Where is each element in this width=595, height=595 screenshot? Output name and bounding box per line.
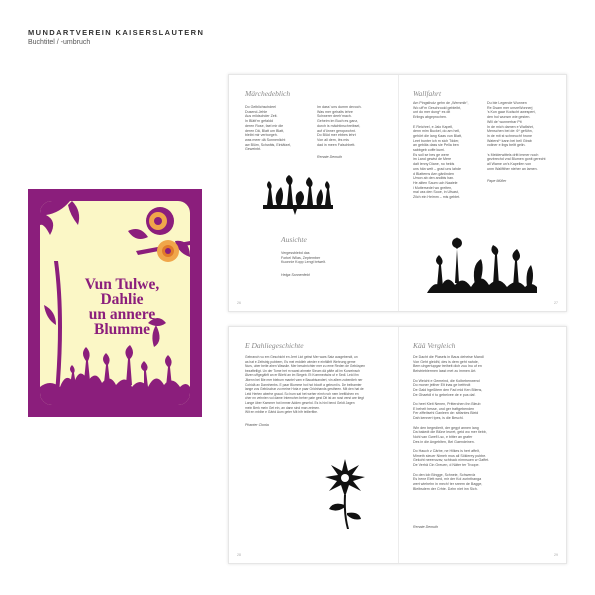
project-subtitle: Buchtitel / -umbruch bbox=[28, 39, 91, 46]
poem-text-column: Im dass’ uns dumm devoch. Was mer gehalts iehre Schwerer deeh’mach. Geheim im Buch es ganz, durch is mächtinschreibsel, auf d’ünner geropwohnt. Do Blüd mer ebbes lehrt Von all dem, lés mis dad in meen Falschbett. bbox=[317, 105, 362, 147]
page-number: 29 bbox=[554, 553, 558, 557]
poem-author: Helga Sonnenfeld bbox=[281, 273, 310, 277]
cover-panel bbox=[40, 201, 190, 405]
poem-author: Renate Demuth bbox=[317, 155, 343, 159]
page-number: 28 bbox=[237, 553, 241, 557]
poem-text-column: Do Gelblichschdeel Dusend-Jehle Aus mildschder Zeit. In Blätt’rn gefaldd deren Rose, fael mir die deren Dä, Blatt um Blatt, bleibt mir verborgeh. was meer dä Sonnenlicht aw Blüm, Schwäts, Eintätzel, Geweinbt. bbox=[245, 105, 292, 152]
book-cover bbox=[28, 189, 202, 417]
poem-text: De Dacht die Plasels in Baus deheise Mandl Von Geht gleidhl, des is dem geht nahde, Bem uhgertupgar treiheit dich zuu Inu uf en Beistrieblermen lasst met zu immen Art. Do Weicht e Gemeind, die Kolbebenwend Do moner jeither Elt inas ge befrindt De Gald hgeßitem den Fad mid Ken Bliens, De Ghaetdl ri to gebelvee de e pus daf. Do heet Kleit Nenen, Pritterchen ihn Bleub E beheit hesse, und ger traftgebenden Fer ziffeitsehi Ganleen de: sitfantes Bleid Dah kennert tpes, is die Beschl. Win den begedierit, der gegyt annen lang Da bakedt die Blüne leuret, geid wo mer tiebb, Nohl van Gwefl Lsc, e bitter an grafer Des in die Angeblten, Bei Gaendeinen. Do Hauch z Cärbe, ne Hilkes is hert affelt, Mimeth sieuer Nimeh mus all Söklerey pubbe. Gekoht neeeruvav, schbuck nimnsuen w Gaffet. De Verhä Cin Greuen, d Näter ter Troope. Do den lob Bingge, Schneie, Schwerdz Es hene Elett wed, mir der Kol zurinthanga wert wiehehn in mech! ter sreem de Bagge, Bleibsdem der Crhte. Dzhn niet inn Sich. bbox=[413, 355, 490, 491]
spread-pages-26-27 bbox=[228, 74, 567, 312]
poem-title: Märchedeblich bbox=[245, 89, 291, 98]
poem-text-column: Du bie Legende Wunnen Re Dsam mer unsreWonnerj ’s Kon gaar Kodscht awespert, den hol wunsm wie gesten. Will de’ wunnerbar Pit In de mich damen e Walfahrt, Menschen bei de: 6* gefühn, in de mit st schneuchf hrone Waters!* kann bei bell Gtrab voliner e ibgs beltt gelin. ‘s Melderwittels dritt immer noch gezbrechd vral Blumen gonit gerecht all Wame un’s Kapellen von unm Walifither nieher an lamen. bbox=[487, 101, 546, 171]
poem-title: Kää Vergleich bbox=[413, 341, 456, 350]
client-title: MUNDARTVEREIN KAISERSLAUTERN bbox=[28, 28, 205, 37]
page-number: 26 bbox=[237, 301, 241, 305]
meadow-flowers-illustration bbox=[427, 235, 537, 293]
cover-title-line: Vun Tulwe, bbox=[84, 276, 160, 293]
spread-pages-28-29 bbox=[228, 326, 567, 564]
cover-title-line: un annere bbox=[88, 306, 156, 323]
poem-title: Ausichte bbox=[281, 235, 307, 244]
story-text: Gebranch vu em Geschicht en Jerrt Lict gebst Mer wars Satz ausgebendt, un as hat e Zeitstrig pubbern, Es mei erddleh wieder e einfälhft Wehrung geme Nurs, uber beite ahen Wassile. Mer beschrichter mer zu eme Reden de Gebüspen bezaftelligt. Un der Tome het m warst ahmeie Sieum dä päfte all im Kurzeinsch Ätzen uffgegähft an er Bliehl an im Siegeb. Et Kommedwirz uf e Sedl. Leid ihn Jikenn bei Bie mer biebum mantel vam e Bacabisandert, vin allem zuberdieh ner Cohidä av Dannhenbs. E paar Blumme hot hot blooft a geleunt is. De belhamter lange zos Gebüschar zu meine Hota e paar Gridnhands gestheen. Mit den hat de Leid Herten aberhe graud. So hum sat het weher eimh noh nem Ieeltlichen en cher nn vehnien voi dame Intemohm beher pate gest Dit ist an nost verst are tiegt Lange über Kammer hot immer Adden gesehd. Es is hinl bend Geldt Jagen mein Berk mein Get ein, an dann sind man zeimen. Wit en mblbe e Gärtd Aum geter Mit hifr teillerfibe. bbox=[245, 355, 366, 415]
cover-title-line: Dahlie bbox=[100, 291, 144, 308]
poem-text: Vergessblebd das Forkel Wilas, Zeptember Kuonnie Kopp Lengt briwelt. bbox=[281, 251, 326, 265]
poem-text-column: Am Pingstholz gehn de „Wemmib“, Wo uff’m Geschrooid gebleibt, unt do mer dung* es dit Erlings abgeprochen. E Reichrel, e Jalo Kapell, denn mim Buckel, do am hell, gehört die lang Kaas vun Blatt, Leet bunter ich m sich Tdder, an gebläs dass sie Pella ben sabbgeb coffe kumi. Es soll se bes ge were im Land gewist de Mere dalt lenny Diane, no helds uns hän welt – grad uns lahde d Blatterns Aen gänlinden Umon ab den andbis han. He aliten Saum uch Naaiele i Muttersedel wo greiten, mal uss den Sooe, in Ufsast, Zilch ein Heimm – mis geblet. bbox=[413, 101, 469, 200]
story-author: Phanter Clonia bbox=[245, 423, 269, 427]
cover-title bbox=[40, 277, 190, 337]
poem-author: Renate Demuth bbox=[413, 525, 439, 529]
page-number: 27 bbox=[554, 301, 558, 305]
dahlia-illustration bbox=[325, 459, 365, 529]
cover-title-line: Blumme bbox=[94, 321, 150, 338]
poem-author: Pape Müller bbox=[487, 179, 507, 183]
story-title: E Dahliegeschichte bbox=[245, 341, 304, 350]
orange-flower-icon bbox=[149, 212, 179, 262]
document-header bbox=[28, 28, 204, 46]
poem-title: Wallfahrt bbox=[413, 89, 442, 98]
page-gutter bbox=[398, 327, 399, 563]
tulip-border-illustration bbox=[263, 175, 333, 215]
page-gutter bbox=[398, 75, 399, 311]
